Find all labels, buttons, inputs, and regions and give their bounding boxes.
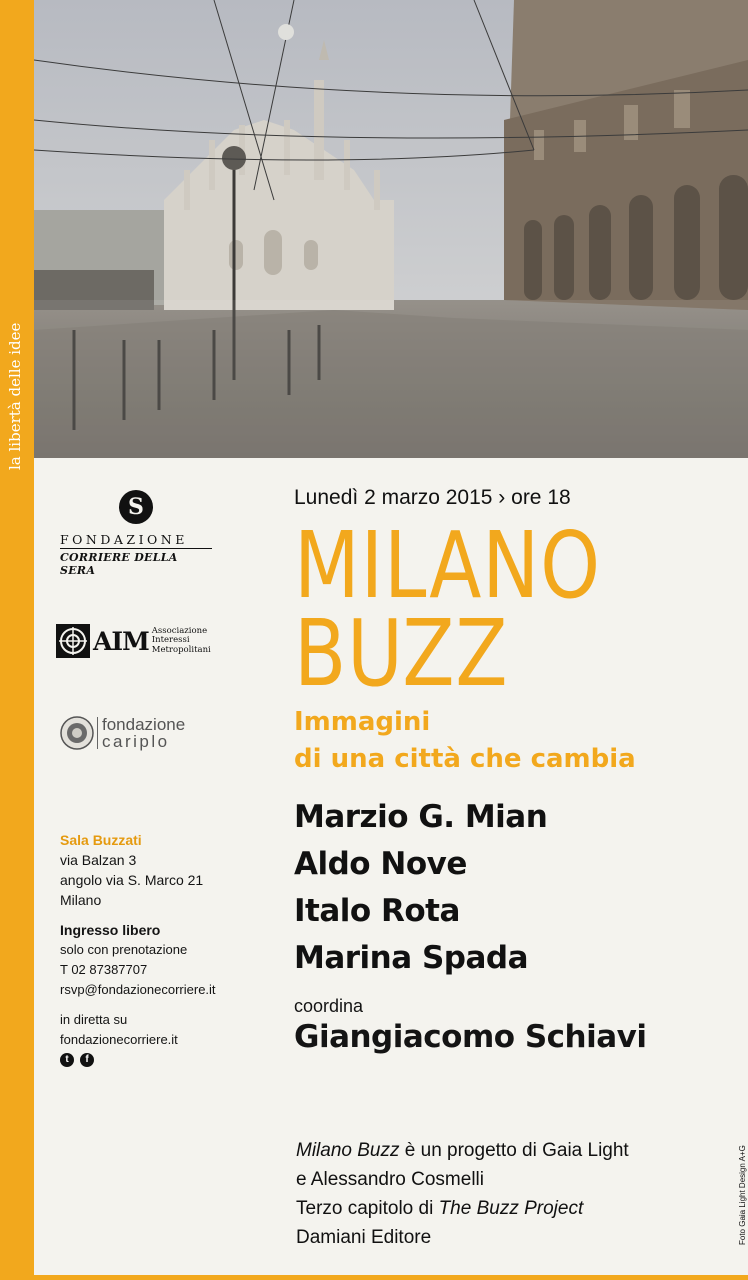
live-label: in diretta su [60,1012,128,1027]
speakers-list [294,794,724,982]
address-line: via Balzan 3 [60,852,137,868]
twitter-icon[interactable]: t [60,1053,74,1067]
aim-sub-line: Associazione [151,625,208,636]
fcs-subtitle: CORRIERE DELLA SERA [60,548,212,577]
tagline: la libertà delle idee [6,322,24,470]
title-line-2: BUZZ [294,600,509,707]
speaker-name: Marina Spada [294,940,529,976]
event-date: Lunedì 2 marzo 2015 › ore 18 [294,486,571,509]
aim-sub-line: Interessi [151,635,190,646]
cover-photo [34,0,748,458]
subtitle-line-2: di una città che cambia [294,744,636,774]
city: Milano [60,892,102,908]
coordinator-name: Giangiacomo Schiavi [294,1019,647,1055]
email-link[interactable]: rsvp@fondazionecorriere.it [60,982,216,997]
credit-line-3 [296,1194,716,1223]
speaker-name: Marzio G. Mian [294,799,548,835]
credit-text: Terzo capitolo di [296,1198,439,1219]
cariplo-wordmark [102,716,185,750]
cariplo-line-2: cariplo [102,732,170,751]
aim-name: AIM [93,626,149,656]
side-band [0,0,34,1280]
credit-project: The Buzz Project [438,1198,584,1219]
credit-text: è un progetto di Gaia Light [399,1140,629,1161]
project-credits [296,1136,716,1252]
speaker-name: Aldo Nove [294,846,467,882]
fcs-monogram-icon: S [119,490,153,524]
phone-number: T 02 87387707 [60,962,148,977]
fondazione-cariplo-logo [60,716,185,750]
credit-title: Milano Buzz [296,1140,400,1161]
cathedral-square-image [34,0,748,458]
event-title [294,512,724,707]
booking-note: solo con prenotazione [60,942,188,957]
photo-design-credit: Foto Gaia Light Design A+G [738,1145,747,1245]
event-main [294,486,724,1055]
fcs-name: FONDAZIONE [60,532,188,547]
event-info [60,830,270,1067]
subtitle-line-1: Immagini [294,707,431,737]
fondazione-corriere-logo [60,490,212,577]
credit-line-2: e Alessandro Cosmelli [296,1169,484,1190]
bottom-accent-line [0,1275,748,1280]
cariplo-divider [97,717,98,749]
speaker-name: Italo Rota [294,893,460,929]
cariplo-seal-icon [60,716,94,750]
aim-emblem-icon [56,624,90,658]
aim-sub-line: Metropolitani [151,644,211,655]
social-links [60,1053,270,1067]
entry-label: Ingresso libero [60,922,161,938]
address-line: angolo via S. Marco 21 [60,872,204,888]
aim-logo [56,624,211,658]
title-line-1: MILANO [294,512,601,619]
cariplo-line-1: fondazione [102,715,186,734]
credit-line-4: Damiani Editore [296,1227,432,1248]
aim-subtitle [152,627,211,656]
facebook-icon[interactable]: f [80,1053,94,1067]
coordinator-label: coordina [294,996,364,1016]
website-link[interactable]: fondazionecorriere.it [60,1032,178,1047]
event-subtitle [294,704,724,778]
venue-name: Sala Buzzati [60,832,142,848]
credit-line-1 [296,1136,716,1165]
